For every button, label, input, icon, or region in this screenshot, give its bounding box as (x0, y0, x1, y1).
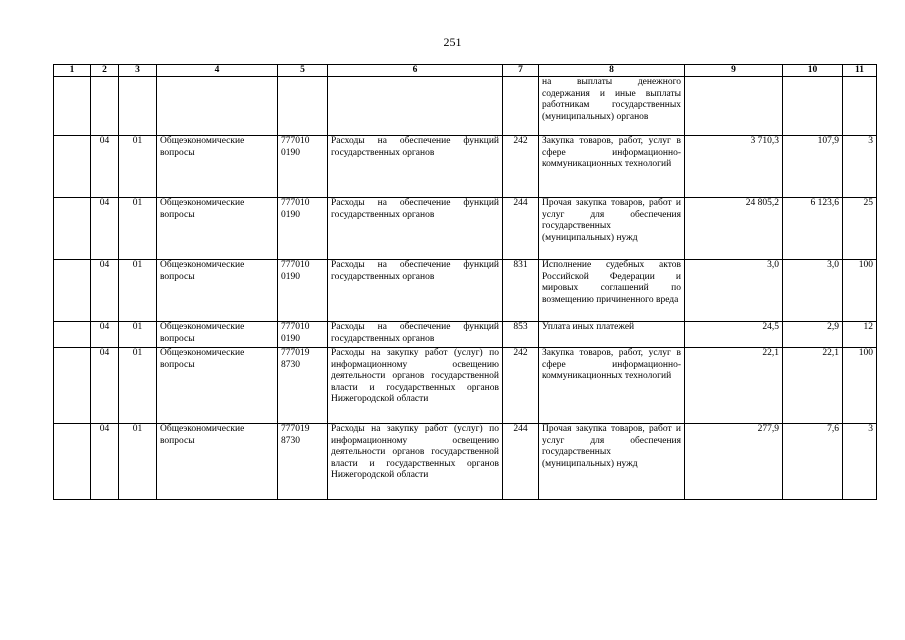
cell-target-code: 777010 0190 (278, 322, 328, 348)
table-row (54, 348, 877, 424)
cell-subsection: 01 (119, 424, 157, 500)
cell-target-name: Расходы на закупку работ (услуг) по информационному освещению деятельности органов государственной власти и государственных органов Нижегородской области (328, 348, 503, 424)
cell-expense-code: 242 (503, 136, 539, 198)
cell-subsection: 01 (119, 136, 157, 198)
column-header: 10 (783, 65, 843, 77)
cell-subsection: 01 (119, 198, 157, 260)
cell-target-code: 777019 8730 (278, 424, 328, 500)
table-row (54, 260, 877, 322)
cell-col1 (54, 136, 91, 198)
cell-target-name: Расходы на обеспечение функций государственных органов (328, 198, 503, 260)
cell-section-name: Общеэкономические вопросы (157, 322, 278, 348)
column-header: 2 (91, 65, 119, 77)
cell-expense-code: 244 (503, 198, 539, 260)
table-row (54, 77, 877, 136)
cell-target-code: 777010 0190 (278, 136, 328, 198)
cell-section: 04 (91, 198, 119, 260)
cell-actual: 107,9 (783, 136, 843, 198)
cell-actual: 7,6 (783, 424, 843, 500)
cell-expense-name: Закупка товаров, работ, услуг в сфере информационно-коммуникационных технологий (539, 348, 685, 424)
table-row (54, 198, 877, 260)
cell-col1 (54, 198, 91, 260)
cell-col1 (54, 77, 91, 136)
cell-subsection: 01 (119, 322, 157, 348)
cell-actual: 2,9 (783, 322, 843, 348)
column-header: 8 (539, 65, 685, 77)
budget-table (53, 64, 877, 500)
table-row (54, 424, 877, 500)
page-number: 251 (443, 35, 462, 49)
cell-section: 04 (91, 136, 119, 198)
cell-plan: 22,1 (685, 348, 783, 424)
column-header: 11 (843, 65, 877, 77)
cell-plan: 3,0 (685, 260, 783, 322)
cell-expense-code: 242 (503, 348, 539, 424)
cell-plan: 3 710,3 (685, 136, 783, 198)
cell-percent: 3 (843, 136, 877, 198)
cell-section: 04 (91, 260, 119, 322)
cell-percent: 3 (843, 424, 877, 500)
cell-expense-code: 831 (503, 260, 539, 322)
cell-expense-name: Прочая закупка товаров, работ и услуг для обеспечения государственных (муниципальных) нужд (539, 424, 685, 500)
column-header: 3 (119, 65, 157, 77)
cell-expense-name: Уплата иных платежей (539, 322, 685, 348)
cell-section-name: Общеэкономические вопросы (157, 424, 278, 500)
cell-subsection: 01 (119, 348, 157, 424)
column-header: 9 (685, 65, 783, 77)
cell-col1 (54, 322, 91, 348)
table-row (54, 322, 877, 348)
cell-actual: 6 123,6 (783, 198, 843, 260)
column-header: 1 (54, 65, 91, 77)
cell-section-name: Общеэкономические вопросы (157, 136, 278, 198)
cell-expense-code (503, 77, 539, 136)
column-header: 7 (503, 65, 539, 77)
cell-actual: 3,0 (783, 260, 843, 322)
cell-plan: 24 805,2 (685, 198, 783, 260)
cell-section: 04 (91, 348, 119, 424)
column-numbers-row (54, 65, 877, 77)
cell-actual (783, 77, 843, 136)
cell-target-code (278, 77, 328, 136)
cell-percent: 12 (843, 322, 877, 348)
cell-target-name (328, 77, 503, 136)
cell-section-name: Общеэкономические вопросы (157, 348, 278, 424)
cell-target-name: Расходы на обеспечение функций государственных органов (328, 260, 503, 322)
cell-col1 (54, 424, 91, 500)
cell-percent: 100 (843, 348, 877, 424)
cell-target-code: 777010 0190 (278, 260, 328, 322)
column-header: 4 (157, 65, 278, 77)
cell-expense-name: на выплаты денежного содержания и иные выплаты работникам государственных (муниципальных) органов (539, 77, 685, 136)
cell-target-name: Расходы на обеспечение функций государственных органов (328, 322, 503, 348)
cell-percent: 100 (843, 260, 877, 322)
cell-target-name: Расходы на обеспечение функций государственных органов (328, 136, 503, 198)
cell-section: 04 (91, 424, 119, 500)
cell-expense-name: Закупка товаров, работ, услуг в сфере информационно-коммуникационных технологий (539, 136, 685, 198)
cell-expense-code: 244 (503, 424, 539, 500)
cell-percent: 25 (843, 198, 877, 260)
cell-actual: 22,1 (783, 348, 843, 424)
cell-col1 (54, 260, 91, 322)
cell-percent (843, 77, 877, 136)
table-row (54, 136, 877, 198)
cell-section-name (157, 77, 278, 136)
column-header: 6 (328, 65, 503, 77)
cell-section-name: Общеэкономические вопросы (157, 198, 278, 260)
cell-col1 (54, 348, 91, 424)
cell-target-name: Расходы на закупку работ (услуг) по информационному освещению деятельности органов государственной власти и государственных органов Нижегородской области (328, 424, 503, 500)
cell-section-name: Общеэкономические вопросы (157, 260, 278, 322)
cell-plan: 24,5 (685, 322, 783, 348)
cell-subsection (119, 77, 157, 136)
cell-plan (685, 77, 783, 136)
cell-expense-code: 853 (503, 322, 539, 348)
cell-section (91, 77, 119, 136)
cell-section: 04 (91, 322, 119, 348)
cell-subsection: 01 (119, 260, 157, 322)
cell-expense-name: Исполнение судебных актов Российской Федерации и мировых соглашений по возмещению причиненного вреда (539, 260, 685, 322)
cell-target-code: 777010 0190 (278, 198, 328, 260)
cell-expense-name: Прочая закупка товаров, работ и услуг для обеспечения государственных (муниципальных) нужд (539, 198, 685, 260)
cell-plan: 277,9 (685, 424, 783, 500)
column-header: 5 (278, 65, 328, 77)
cell-target-code: 777019 8730 (278, 348, 328, 424)
